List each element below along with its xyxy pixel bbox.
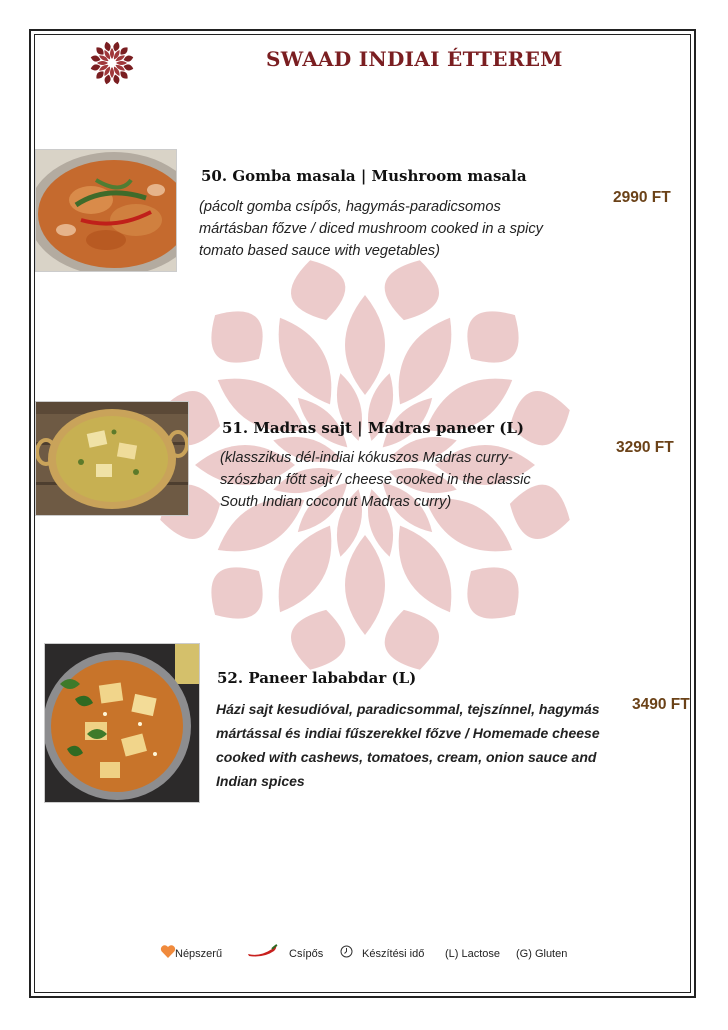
mandala-logo-icon <box>89 40 135 86</box>
legend-lactose-label: (L) Lactose <box>445 948 501 960</box>
dish-price: 3290 FT <box>616 439 674 456</box>
paneer-lababdar-photo <box>44 643 200 803</box>
dish-price: 2990 FT <box>613 189 671 206</box>
dish-name: 51. Madras sajt | Madras paneer (L) <box>222 419 525 437</box>
madras-paneer-photo <box>35 401 189 516</box>
legend-prep-time-label: Készítési idő <box>362 948 425 960</box>
dish-description: Házi sajt kesudióval, paradicsommal, tejszínnel, hagymás mártással és indiai fűszerekkel főzve / Homemade cheese cooked with cashews, tomatoes, cream, onion sauce and Indian spices <box>216 701 600 789</box>
dish-name: 52. Paneer lababdar (L) <box>217 669 417 687</box>
heart-icon <box>160 944 176 959</box>
mushroom-masala-photo <box>35 149 177 272</box>
dish-name: 50. Gomba masala | Mushroom masala <box>201 167 527 185</box>
dish-description: (klasszikus dél-indiai kókuszos Madras curry-szószban főtt sajt / cheese cooked in the classic South Indian coconut Madras curry) <box>220 450 531 510</box>
page-title: SWAAD INDIAI ÉTTEREM <box>266 47 563 71</box>
legend-popular-label: Népszerű <box>175 948 223 960</box>
chili-icon <box>246 944 278 958</box>
dish-price: 3490 FT <box>632 696 690 713</box>
legend-gluten-label: (G) Gluten <box>516 948 568 960</box>
legend <box>0 944 728 966</box>
legend-spicy-label: Csípős <box>289 948 324 960</box>
clock-icon <box>340 945 353 958</box>
dish-description: (pácolt gomba csípős, hagymás-paradicsomos mártásban főzve / diced mushroom cooked in a spicy tomato based sauce with vegetables) <box>199 199 543 259</box>
